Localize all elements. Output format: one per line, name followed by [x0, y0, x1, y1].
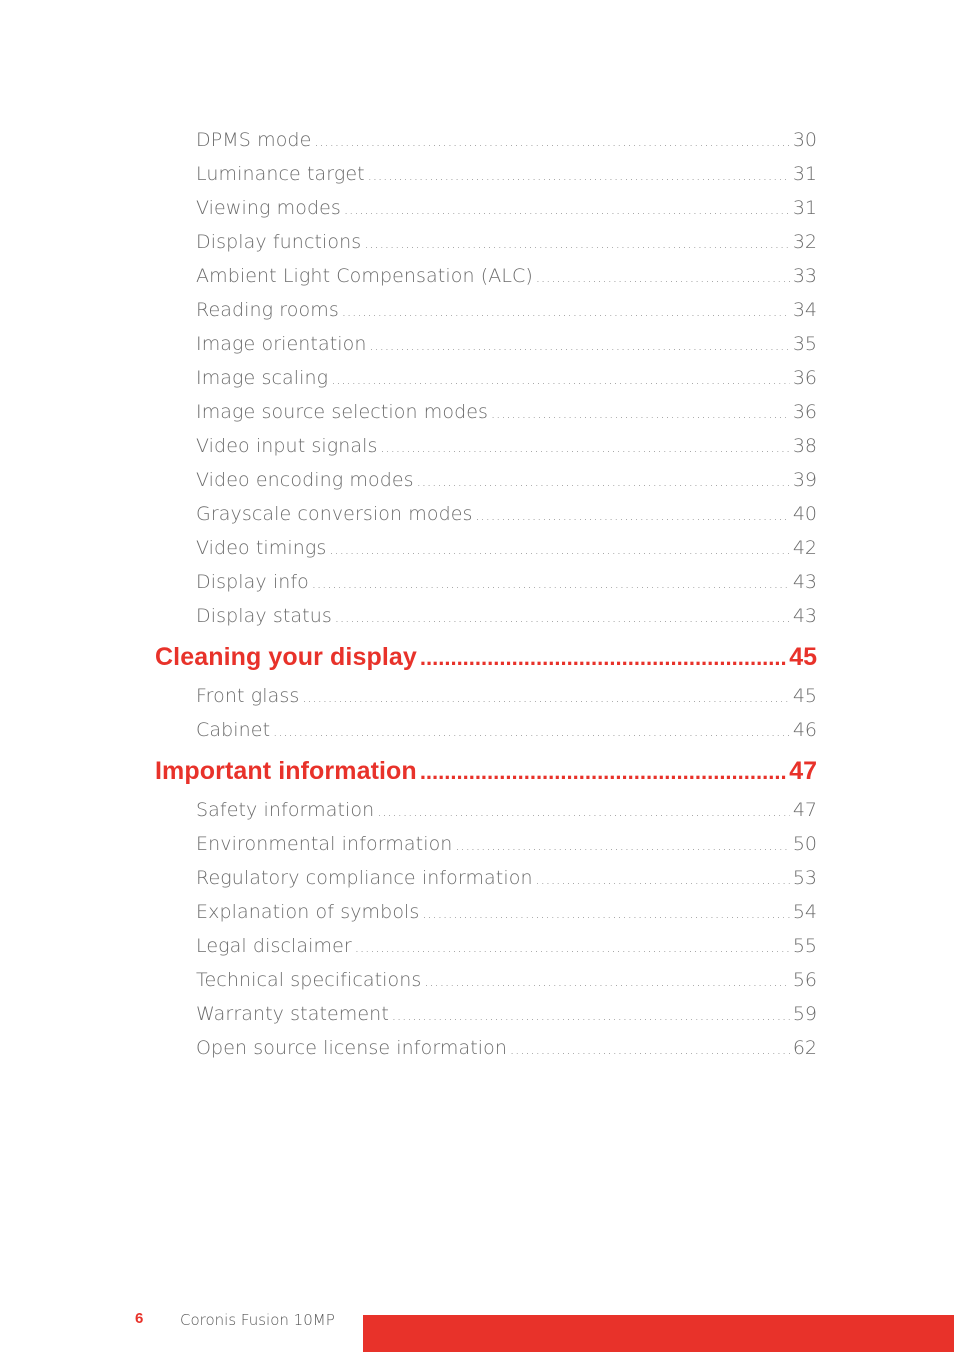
toc-entry-label: DPMS mode	[196, 129, 312, 151]
toc-leader-dots	[455, 830, 789, 861]
toc-entry-label: Video encoding modes	[196, 469, 414, 491]
toc-leader-dots	[424, 966, 789, 997]
toc-leader-dots	[370, 330, 790, 361]
toc-entry-label: Image orientation	[196, 333, 367, 355]
toc-entry-page: 43	[792, 605, 817, 627]
toc-entry[interactable]	[196, 793, 817, 827]
toc-leader-dots	[420, 750, 786, 793]
toc-entry-label: Display functions	[196, 231, 362, 253]
toc-chapter-label: Important information	[155, 757, 417, 785]
toc-entry-page: 40	[792, 503, 817, 525]
toc-entry-page: 50	[792, 833, 817, 855]
toc-leader-dots	[355, 932, 790, 963]
toc-entry[interactable]	[196, 679, 817, 713]
toc-leader-dots	[314, 126, 789, 157]
toc-entry[interactable]	[196, 157, 817, 191]
toc-entry[interactable]	[196, 361, 817, 395]
toc-entry[interactable]	[196, 963, 817, 997]
toc-leader-dots	[273, 716, 790, 747]
toc-entry-label: Ambient Light Compensation (ALC)	[196, 265, 533, 287]
toc-entry-page: 59	[792, 1003, 817, 1025]
toc-entry-page: 31	[792, 197, 817, 219]
toc-leader-dots	[536, 864, 790, 895]
footer-product-name: Coronis Fusion 10MP	[180, 1311, 335, 1329]
toc-entry-page: 45	[792, 685, 817, 707]
toc-entry-page: 39	[792, 469, 817, 491]
toc-entry-page: 47	[792, 799, 817, 821]
toc-leader-dots	[417, 466, 790, 497]
toc-entry-label: Video timings	[196, 537, 327, 559]
toc-entry[interactable]	[196, 191, 817, 225]
toc-leader-dots	[491, 398, 790, 429]
toc-entry-label: Open source license information	[196, 1037, 508, 1059]
toc-leader-dots	[329, 534, 789, 565]
toc-entry[interactable]	[196, 713, 817, 747]
toc-entry-page: 36	[792, 367, 817, 389]
toc-chapter-label: Cleaning your display	[155, 643, 417, 671]
toc-entry-page: 46	[792, 719, 817, 741]
toc-entry-page: 36	[792, 401, 817, 423]
toc-entry-label: Viewing modes	[196, 197, 341, 219]
toc-entry-label: Cabinet	[196, 719, 271, 741]
toc-entry-page: 33	[792, 265, 817, 287]
toc-chapter-important-information[interactable]	[155, 749, 817, 793]
toc-leader-dots	[420, 636, 786, 679]
toc-leader-dots	[331, 364, 790, 395]
toc-leader-dots	[342, 296, 790, 327]
toc-leader-dots	[381, 432, 790, 463]
toc-leader-dots	[510, 1034, 790, 1065]
toc-chapter-page: 45	[789, 643, 817, 671]
toc-entry[interactable]	[196, 1031, 817, 1065]
toc-entry-label: Grayscale conversion modes	[196, 503, 473, 525]
toc-entry-label: Image source selection modes	[196, 401, 489, 423]
toc-entry-page: 31	[792, 163, 817, 185]
toc-entry-page: 32	[792, 231, 817, 253]
toc-entry-page: 38	[792, 435, 817, 457]
toc-entry[interactable]	[196, 123, 817, 157]
toc-entry-page: 55	[792, 935, 817, 957]
toc-leader-dots	[364, 228, 790, 259]
toc-entry[interactable]	[196, 259, 817, 293]
toc-entry-page: 42	[792, 537, 817, 559]
toc-entry-label: Video input signals	[196, 435, 378, 457]
toc-entry-label: Image scaling	[196, 367, 329, 389]
toc-entry-page: 54	[792, 901, 817, 923]
toc-entry[interactable]	[196, 327, 817, 361]
toc-entry[interactable]	[196, 395, 817, 429]
toc-entry-page: 43	[792, 571, 817, 593]
toc-entry[interactable]	[196, 497, 817, 531]
toc-entry-label: Reading rooms	[196, 299, 339, 321]
toc-entry[interactable]	[196, 929, 817, 963]
toc-leader-dots	[368, 160, 790, 191]
toc-entry-label: Luminance target	[196, 163, 365, 185]
toc-entry-label: Technical specifications	[196, 969, 422, 991]
toc-entry-label: Display status	[196, 605, 332, 627]
toc-entry-page: 34	[792, 299, 817, 321]
toc-entry[interactable]	[196, 827, 817, 861]
toc-entry[interactable]	[196, 293, 817, 327]
toc-entry[interactable]	[196, 861, 817, 895]
toc-entry[interactable]	[196, 225, 817, 259]
toc-entry[interactable]	[196, 895, 817, 929]
toc-entry-page: 56	[792, 969, 817, 991]
toc-entry-label: Warranty statement	[196, 1003, 389, 1025]
toc-entry[interactable]	[196, 565, 817, 599]
toc-entry-label: Safety information	[196, 799, 375, 821]
toc-entry-label: Regulatory compliance information	[196, 867, 533, 889]
toc-entry-page: 35	[792, 333, 817, 355]
toc-entry[interactable]	[196, 997, 817, 1031]
toc-entry[interactable]	[196, 429, 817, 463]
toc-leader-dots	[335, 602, 790, 633]
toc-entry-label: Front glass	[196, 685, 300, 707]
toc-leader-dots	[422, 898, 789, 929]
toc-leader-dots	[476, 500, 790, 531]
toc-entry[interactable]	[196, 599, 817, 633]
footer-accent-bar	[363, 1315, 954, 1352]
toc-chapter-cleaning-your-display[interactable]	[155, 635, 817, 679]
toc-entry-page: 53	[792, 867, 817, 889]
toc-entry-label: Explanation of symbols	[196, 901, 420, 923]
toc-entry-label: Display info	[196, 571, 309, 593]
toc-leader-dots	[536, 262, 790, 293]
toc-entry[interactable]	[196, 531, 817, 565]
toc-leader-dots	[344, 194, 790, 225]
toc-leader-dots	[377, 796, 790, 827]
toc-entry-label: Environmental information	[196, 833, 453, 855]
toc-entry-page: 30	[792, 129, 817, 151]
footer-page-number: 6	[135, 1310, 144, 1327]
toc-chapter-page: 47	[789, 757, 817, 785]
toc-entry-label: Legal disclaimer	[196, 935, 352, 957]
toc-leader-dots	[312, 568, 790, 599]
toc-entry[interactable]	[196, 463, 817, 497]
toc-leader-dots	[392, 1000, 790, 1031]
table-of-contents	[155, 123, 817, 1065]
toc-leader-dots	[302, 682, 789, 713]
toc-entry-page: 62	[792, 1037, 817, 1059]
